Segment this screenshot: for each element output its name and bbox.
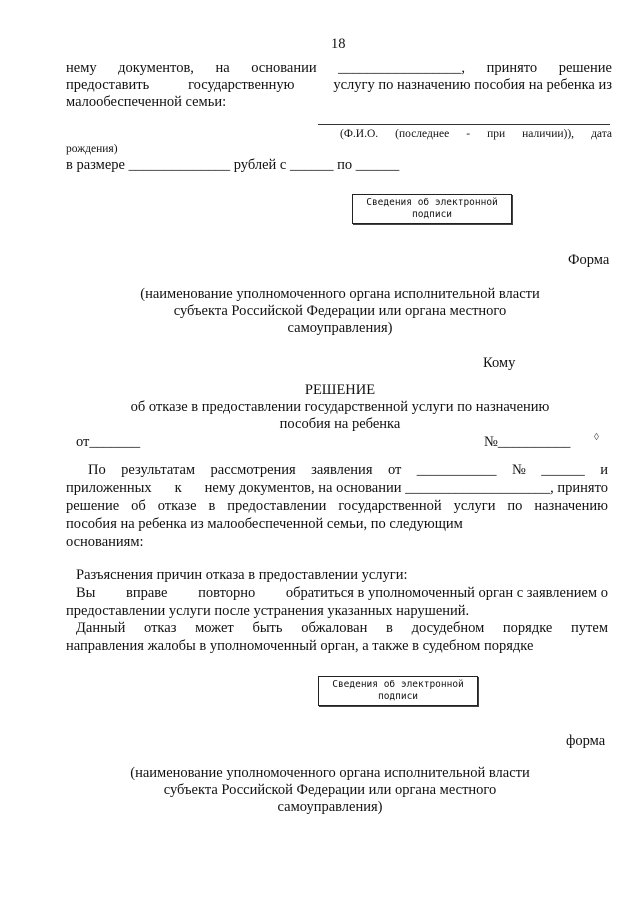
word: повторно — [198, 585, 256, 601]
word: дата — [591, 128, 612, 140]
recipient-label: Кому — [483, 355, 516, 371]
word: (последнее — [395, 128, 450, 140]
word: _________________, — [338, 60, 466, 76]
word: предоставлении — [227, 498, 327, 514]
word: и — [600, 462, 608, 478]
signature-box-label: Сведения об электронной — [332, 679, 464, 690]
text-line — [66, 77, 612, 93]
word: решение — [66, 498, 120, 514]
form-label: форма — [566, 733, 606, 749]
fio-caption — [340, 126, 612, 142]
word: к — [174, 480, 182, 496]
word: об — [131, 498, 146, 514]
org-name-line: (наименование уполномоченного органа исполнительной власти — [130, 765, 530, 781]
birth-caption: рождения) — [66, 143, 118, 155]
decision-number-field: №__________ — [484, 434, 571, 450]
word: (Ф.И.О. — [340, 128, 379, 140]
signature-box-label: подписи — [377, 691, 419, 702]
word: отказ — [144, 620, 177, 636]
decision-subtitle: об отказе в предоставлении государственной услуги по назначению — [130, 399, 550, 415]
text-line: направления жалобы в уполномоченный орган, а также в судебном порядке — [66, 638, 534, 654]
word: обратиться в уполномоченный орган с заявлением о — [285, 585, 608, 601]
word: быть — [252, 620, 283, 636]
amount-line: в размере ______________ рублей с ______ по ______ — [66, 157, 400, 173]
text-line: малообеспеченной семьи: — [66, 94, 227, 110]
word: может — [195, 620, 234, 636]
word: по — [507, 498, 523, 514]
word: - — [466, 128, 471, 140]
word: государственную — [188, 77, 295, 93]
signature-box-label: подписи — [411, 209, 453, 220]
text-line — [76, 585, 608, 601]
word: вправе — [126, 585, 168, 601]
word: от — [387, 462, 402, 478]
word: заявления — [311, 462, 373, 478]
word: порядке — [502, 620, 553, 636]
word: государственной — [338, 498, 442, 514]
word: результатам — [121, 462, 196, 478]
org-name-line: субъекта Российской Федерации или органа местного — [163, 782, 497, 798]
text-line: предоставлении услуги после устранения указанных нарушений. — [66, 603, 470, 619]
word: Вы — [76, 585, 96, 601]
word: путем — [571, 620, 608, 636]
text-line: Разъяснения причин отказа в предоставлении услуги: — [76, 567, 408, 583]
word: услуги — [453, 498, 496, 514]
word: По — [88, 462, 106, 478]
word: № — [511, 462, 526, 478]
word: досудебном — [411, 620, 485, 636]
word: нему документов, на основании ____________________, принято — [204, 480, 608, 496]
org-name-line: субъекта Российской Федерации или органа местного — [173, 303, 507, 319]
decision-date-field: от_______ — [76, 434, 141, 450]
fio-underline — [318, 124, 610, 125]
decision-title: РЕШЕНИЕ — [304, 382, 376, 398]
decision-subtitle: пособия на ребенка — [279, 416, 401, 432]
word: документов, — [118, 60, 194, 76]
word: принято — [486, 60, 538, 76]
word: предоставить — [66, 77, 150, 93]
text-line: основаниям: — [66, 534, 144, 550]
electronic-signature-box — [352, 194, 512, 224]
word: рассмотрения — [210, 462, 296, 478]
text-line: пособия на ребенка из малообеспеченной семьи, по следующим — [66, 516, 463, 532]
word: назначению — [534, 498, 608, 514]
text-line — [66, 60, 612, 76]
word: при — [487, 128, 506, 140]
word: нему — [66, 60, 97, 76]
word: в — [208, 498, 216, 514]
word: Данный — [76, 620, 126, 636]
word: на — [215, 60, 230, 76]
word: наличии)), — [522, 128, 575, 140]
word: отказе — [157, 498, 197, 514]
text-line — [76, 620, 608, 636]
org-name-line: (наименование уполномоченного органа исполнительной власти — [140, 286, 540, 302]
scan-mark: ◊ — [594, 432, 599, 443]
text-line — [66, 498, 608, 514]
word: обжалован — [301, 620, 368, 636]
word: приложенных — [66, 480, 152, 496]
electronic-signature-box — [318, 676, 478, 706]
word: в — [386, 620, 393, 636]
word: ______ — [541, 462, 585, 478]
page-number: 18 — [331, 36, 346, 52]
word: услугу по назначению пособия на ребенка из — [333, 77, 612, 93]
word: основании — [251, 60, 317, 76]
signature-box-label: Сведения об электронной — [366, 197, 498, 208]
form-label: Форма — [568, 252, 610, 268]
text-line — [66, 480, 608, 496]
text-line — [88, 462, 608, 478]
word: ___________ — [416, 462, 497, 478]
org-name-line: самоуправления) — [287, 320, 393, 336]
org-name-line: самоуправления) — [277, 799, 383, 815]
word: решение — [558, 60, 612, 76]
